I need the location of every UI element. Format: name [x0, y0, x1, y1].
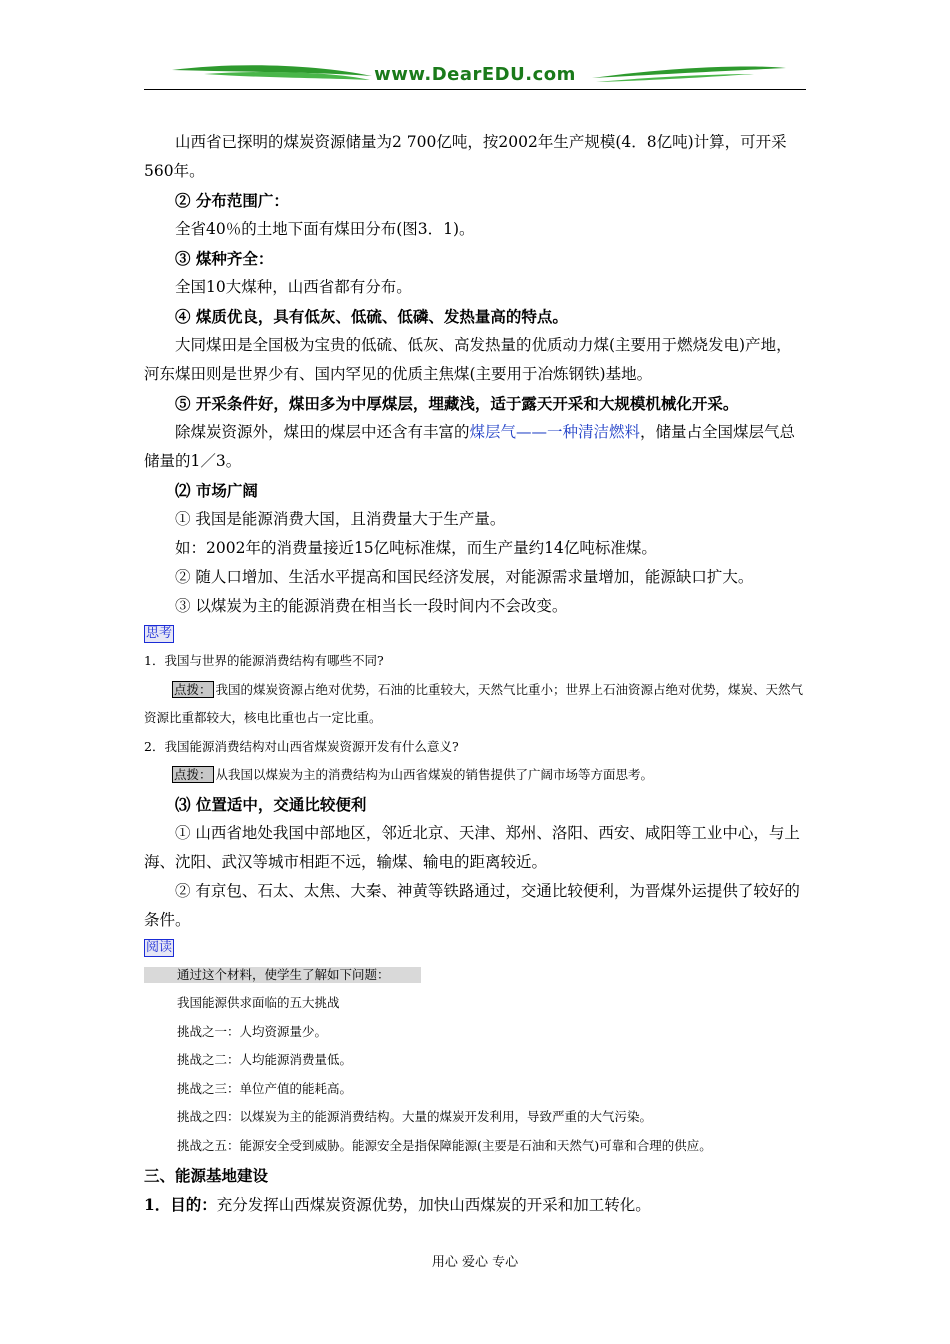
paragraph: 全国10大煤种，山西省都有分布。	[175, 278, 412, 296]
paragraph: ② 有京包、石太、太焦、大秦、神黄等铁路通过，交通比较便利，为晋煤外运提供了较好的条件。	[144, 881, 800, 929]
read-tag: 阅读	[146, 939, 173, 955]
header-logo	[144, 58, 806, 92]
section-heading: 三、能源基地建设	[144, 1165, 269, 1185]
section-heading: ⑵ 市场广阔	[175, 481, 258, 500]
document-body	[144, 128, 806, 1220]
page-footer: 用心 爱心 专心	[431, 1255, 519, 1270]
reading-item: 挑战之二：人均能源消费量低。	[177, 1052, 353, 1068]
paragraph: ① 我国是能源消费大国，且消费量大于生产量。	[175, 510, 506, 528]
answer-text: 从我国以煤炭为主的消费结构为山西省煤炭的销售提供了广阔市场等方面思考。	[215, 767, 654, 783]
subheading: ⑤ 开采条件好，煤田多为中厚煤层，埋藏浅，适于露天开采和大规模机械化开采。	[175, 394, 739, 413]
reading-title: 我国能源供求面临的五大挑战	[177, 994, 340, 1010]
paragraph: 如：2002年的消费量接近15亿吨标准煤，而生产量约14亿吨标准煤。	[175, 539, 657, 557]
text-span: 除煤炭资源外，煤田的煤层中还含有丰富的	[175, 423, 470, 441]
reading-item: 挑战之四：以煤炭为主的能源消费结构。大量的煤炭开发利用，导致严重的大气污染。	[177, 1109, 653, 1125]
hint-label: 点拨：	[174, 681, 212, 697]
reading-intro: 通过这个材料，使学生了解如下问题：	[144, 967, 421, 983]
paragraph: ③ 以煤炭为主的能源消费在相当长一段时间内不会改变。	[175, 597, 568, 615]
hint-label: 点拨：	[174, 767, 212, 783]
paragraph	[144, 418, 806, 476]
answer	[144, 676, 806, 733]
paragraph: ② 随人口增加、生活水平提高和国民经济发展，对能源需求量增加，能源缺口扩大。	[175, 568, 754, 586]
paragraph: ① 山西省地处我国中部地区，邻近北京、天津、郑州、洛阳、西安、咸阳等工业中心，与上海、沈阳、武汉等城市相距不远，输煤、输电的距离较近。	[144, 823, 800, 871]
paragraph: 山西省已探明的煤炭资源储量为2 700亿吨，按2002年生产规模(4．8亿吨)计算，可开采560年。	[144, 133, 787, 180]
reading-item: 挑战之一：人均资源量少。	[177, 1023, 328, 1039]
header-rule	[144, 89, 806, 90]
question: 2．我国能源消费结构对山西省煤炭资源开发有什么意义?	[144, 738, 459, 754]
goal-text: 充分发挥山西煤炭资源优势，加快山西煤炭的开采和加工转化。	[216, 1195, 651, 1214]
paragraph	[144, 1190, 806, 1220]
subheading: ② 分布范围广：	[175, 191, 289, 210]
think-tag: 思考	[146, 626, 173, 641]
paragraph: 全省40％的土地下面有煤田分布(图3．1)。	[175, 220, 475, 238]
section-heading: ⑶ 位置适中，交通比较便利	[175, 794, 367, 814]
paragraph: 大同煤田是全国极为宝贵的低硫、低灰、高发热量的优质动力煤(主要用于燃烧发电)产地，河东煤田则是世界少有、国内罕见的优质主焦煤(主要用于冶炼钢铁)基地。	[144, 336, 792, 383]
answer	[144, 761, 806, 790]
coalbed-gas-link[interactable]: 煤层气——一种清洁燃料	[469, 423, 641, 441]
subheading: ④ 煤质优良，具有低灰、低硫、低磷、发热量高的特点。	[175, 307, 568, 326]
answer-text: 我国的煤炭资源占绝对优势，石油的比重较大，天然气比重小；世界上石油资源占绝对优势，煤炭、天然气资源比重都较大，核电比重也占一定比重。	[144, 681, 804, 726]
reading-item: 挑战之三：单位产值的能耗高。	[177, 1080, 353, 1096]
text-span: ，储量占全国煤层气总储量的1／3。	[144, 423, 796, 470]
goal-label: 1．目的：	[144, 1194, 217, 1214]
reading-item: 挑战之五：能源安全受到威胁。能源安全是指保障能源(主要是石油和天然气)可靠和合理的供应。	[177, 1137, 712, 1153]
subheading: ③ 煤种齐全：	[175, 249, 274, 268]
question: 1．我国与世界的能源消费结构有哪些不同?	[144, 653, 384, 668]
logo-text: www.DearEDU.com	[374, 64, 576, 85]
